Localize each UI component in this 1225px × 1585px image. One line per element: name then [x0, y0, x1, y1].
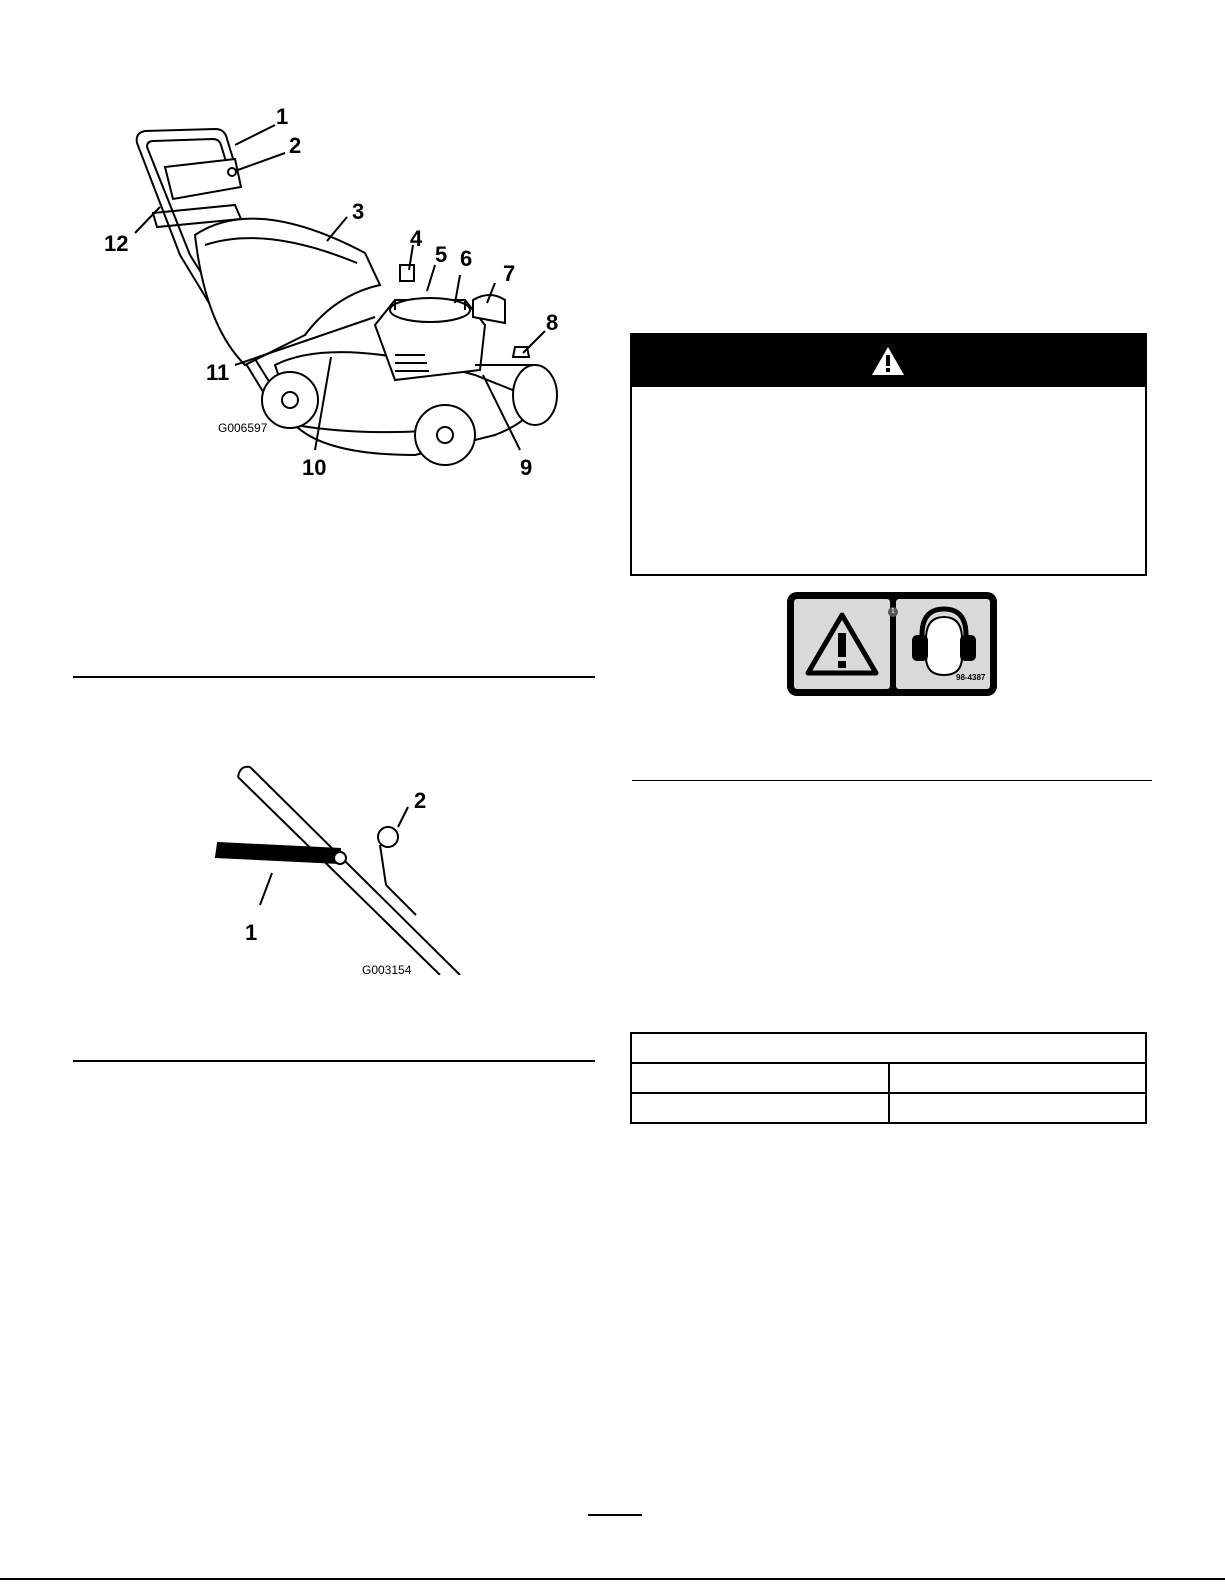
- table-cell: [889, 1063, 1147, 1093]
- table-row: [631, 1033, 1146, 1063]
- safety-decal: [786, 591, 998, 697]
- table-cell: [631, 1033, 1146, 1063]
- figure-1-callout: 10: [302, 455, 327, 480]
- section-divider: [73, 676, 595, 678]
- figure-1-callout: 1: [276, 104, 289, 129]
- warning-triangle-icon: [804, 611, 880, 677]
- table-cell: [631, 1063, 889, 1093]
- warning-header: [632, 335, 1145, 387]
- figure-2-callout: 1: [245, 920, 258, 945]
- figure-1-callout: 2: [289, 133, 302, 158]
- page-number-rule: [588, 1514, 642, 1516]
- table-row: [631, 1093, 1146, 1123]
- table-cell: [889, 1093, 1147, 1123]
- figure-1-callout: 12: [104, 231, 129, 256]
- figure-1-callout: 8: [546, 310, 559, 335]
- decal-badge: 1: [888, 607, 898, 617]
- figure-1-callout: 7: [503, 261, 516, 286]
- figure-1-callout: 9: [520, 455, 533, 480]
- table-cell: [631, 1093, 889, 1123]
- figure-2-id: G003154: [362, 963, 412, 977]
- figure-2-callout: 2: [414, 788, 427, 813]
- figure-1-callout: 4: [410, 226, 423, 251]
- figure-1-id: G006597: [218, 421, 268, 435]
- figure-1-callout: 6: [460, 246, 473, 271]
- section-divider: [632, 780, 1152, 781]
- spec-table: [630, 1032, 1147, 1124]
- ear-protection-icon: [902, 605, 986, 681]
- mower-illustration: [95, 95, 595, 495]
- warning-box: [630, 333, 1147, 576]
- figure-1-callout: 5: [435, 242, 448, 267]
- warning-triangle-icon: [870, 345, 906, 377]
- section-divider: [73, 1060, 595, 1062]
- table-row: [631, 1063, 1146, 1093]
- page-bottom-rule: [0, 1578, 1225, 1580]
- decal-part-number: 98-4387: [956, 673, 986, 682]
- figure-1-callout: 3: [352, 199, 365, 224]
- figure-1-callout: 11: [206, 360, 230, 385]
